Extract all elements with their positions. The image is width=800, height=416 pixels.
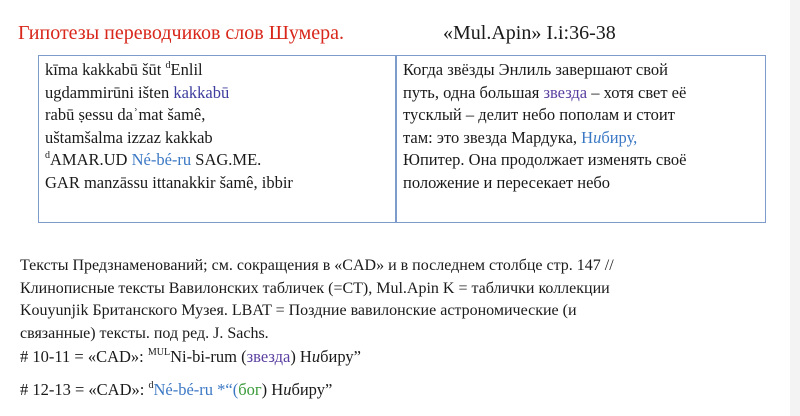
determinative: d [45,150,50,161]
akkadian-line-2 [45,82,390,105]
akkadian-line-6: GAR manzāssu ittanakkir šamê, ibbir [45,172,293,192]
highlight-word: kakkabū [173,82,230,102]
akkadian-line-5 [45,149,390,172]
determinative: MUL [147,347,171,358]
highlight-word: бог [238,380,262,399]
akkadian-text: ugdammirūni išten [45,82,174,102]
akkadian-column [45,59,390,194]
akkadian-text: kīma kakkabū šūt [45,60,166,79]
highlight-word: звезда [543,82,588,102]
note-line: Kouyunjik Британского Музея. LBAT = Поздние вавилонские астрономические (и [20,302,577,319]
akkadian-line-4: uštamšalma izzaz kakkab [45,127,213,147]
source-reference: «Mul.Apin» I.i:36-38 [443,22,616,44]
determinative: d [165,60,171,71]
determinative: d [148,380,154,391]
example-text: ) Н [261,380,284,399]
example-text: биру” [291,380,333,399]
akkadian-text: Enlil [170,60,203,79]
header [18,22,778,48]
note-line: Тексты Предзнаменований; см. сокращения в «CAD» и в последнем столбце стр. 147 // [20,257,614,274]
russian-line-5: Юпитер. Она продолжает изменять своё [403,150,687,169]
example-prefix: # 10-11 = «CAD»: [20,347,148,366]
translation-table [38,55,766,223]
highlight-word: Н [581,127,594,147]
column-divider [395,56,397,222]
akkadian-text: AMAR.UD [50,150,132,169]
russian-line-3: тусклый – делит небо пополам и стоит [403,105,675,124]
example-text: Né-bé-ru *“( [153,380,239,399]
russian-line-1: Когда звёзды Энлиль завершают свой [403,60,669,79]
russian-text: – хотя свет её [587,82,687,102]
example-text: Ni-bi-rum ( [170,347,247,366]
highlight-word: Né-bé-ru [131,150,192,169]
slide-title: Гипотезы переводчиков слов Шумера. [18,22,345,44]
notes-paragraph [20,255,780,345]
highlight-word: звезда [246,347,291,366]
note-line: Клинописные тексты Вавилонских табличек (=CT), Mul.Apin K = таблички коллекции [20,279,610,297]
russian-line-6: положение и пересекает небо [403,172,611,192]
example-line-2 [20,380,332,400]
example-text: ) Н [290,347,312,366]
highlight-word: биру, [601,127,638,147]
example-text: и [283,380,292,399]
russian-text: путь, одна большая [403,82,544,102]
example-text: биру” [320,347,361,366]
akkadian-line-1 [45,59,390,82]
page-edge [790,0,800,416]
example-text: и [311,347,321,366]
russian-line-4 [403,127,758,150]
note-line: связанные) тексты. под ред. J. Sachs. [20,324,269,342]
example-line-1 [20,347,361,367]
russian-text: там: это звезда Мардука, [403,127,582,147]
example-prefix: # 12-13 = «CAD»: [20,380,149,399]
russian-line-2 [403,82,758,105]
russian-column [403,59,758,194]
akkadian-text: SAG.ME. [191,150,262,169]
akkadian-line-3: rabū ṣessu daʾmat šamê, [45,105,206,124]
highlight-word: и [593,127,602,147]
